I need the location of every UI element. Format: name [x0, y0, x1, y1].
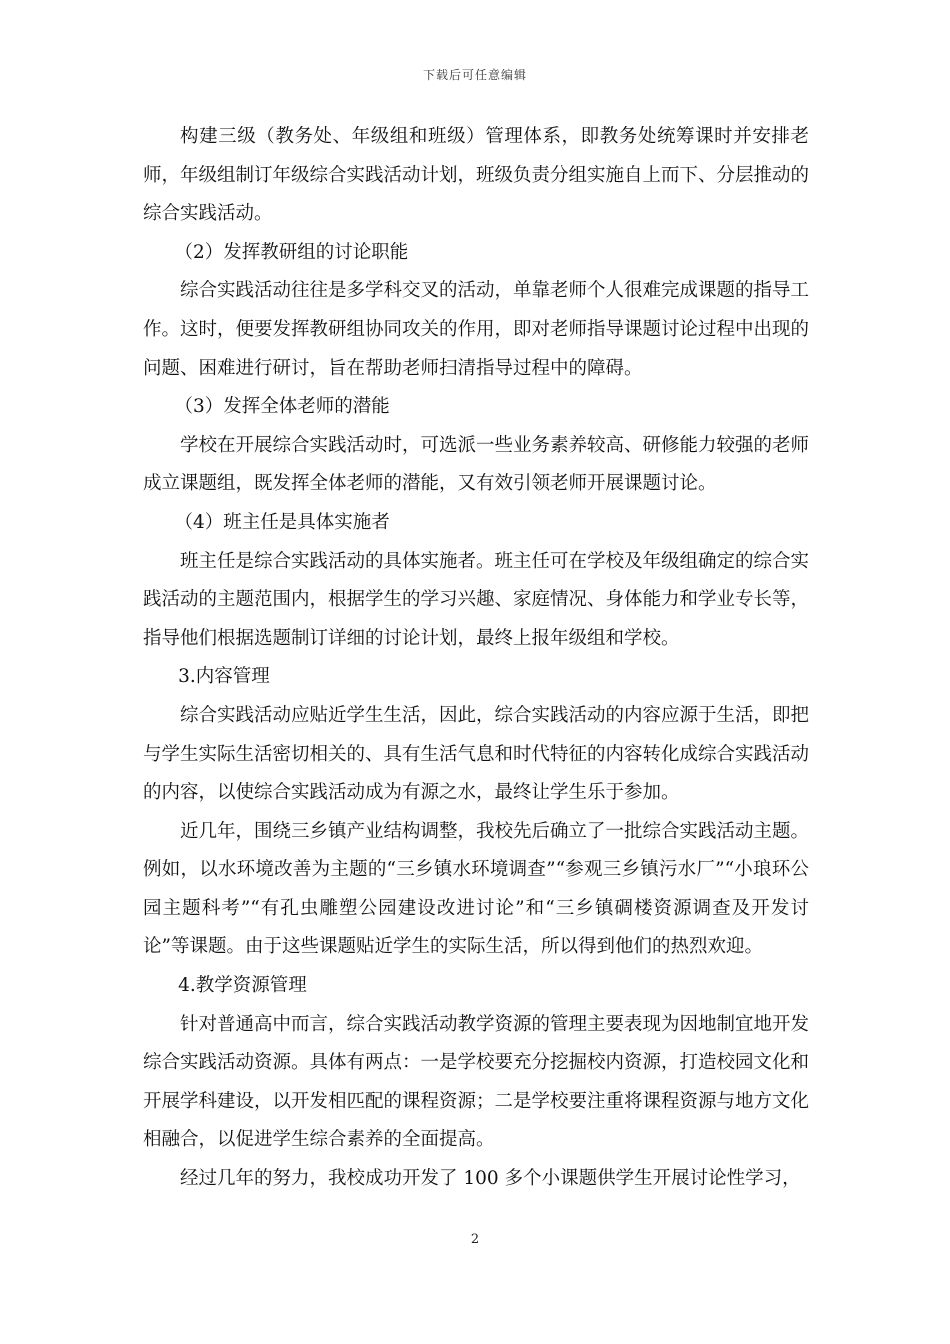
heading-content-management: 3.内容管理	[178, 666, 270, 688]
paragraph-topics-examples: 近几年，围绕三乡镇产业结构调整，我校先后确立了一批综合实践活动主题。例如，以水环境改善为主题的“三乡镇水环境调查”“参观三乡镇污水厂”“小琅环公园主题科考”“有孔虫雕塑公园建设改进讨论”和“三乡镇碉楼资源调查及开发讨论”等课题。由于这些课题贴近学生的实际生活，所以得到他们的热烈欢迎。	[143, 820, 810, 958]
page-header: 下载后可任意编辑	[422, 68, 527, 82]
paragraph-resource-management: 针对普通高中而言，综合实践活动教学资源的管理主要表现为因地制宜地开发综合实践活动资源。具体有两点：一是学校要充分挖掘校内资源，打造校园文化和开展学科建设，以开发相匹配的课程资源；二是学校要注重将课程资源与地方文化相融合，以促进学生综合素养的全面提高。	[143, 1013, 810, 1151]
heading-head-teacher: （4）班主任是具体实施者	[174, 511, 390, 533]
paragraph-results: 经过几年的努力，我校成功开发了 100 多个小课题供学生开展讨论性学习，	[180, 1168, 801, 1190]
paragraph-all-teachers: 学校在开展综合实践活动时，可选派一些业务素养较高、研修能力较强的老师成立课题组，既发挥全体老师的潜能，又有效引领老师开展课题讨论。	[143, 434, 810, 495]
heading-all-teachers: （3）发挥全体老师的潜能	[174, 396, 390, 418]
page-number: 2	[470, 1232, 480, 1247]
paragraph-teaching-research-group: 综合实践活动往往是多学科交叉的活动，单靠老师个人很难完成课题的指导工作。这时，便要发挥教研组协同攻关的作用，即对老师指导课题讨论过程中出现的问题、困难进行研讨，旨在帮助老师扫清指导过程中的障碍。	[143, 280, 810, 379]
heading-resource-management: 4.教学资源管理	[178, 975, 307, 997]
body-content	[143, 118, 809, 1199]
paragraph-head-teacher: 班主任是综合实践活动的具体实施者。班主任可在学校及年级组确定的综合实践活动的主题范围内，根据学生的学习兴趣、家庭情况、身体能力和学业专长等，指导他们根据选题制订详细的讨论计划，最终上报年级组和学校。	[143, 550, 810, 649]
paragraph-content-management: 综合实践活动应贴近学生生活，因此，综合实践活动的内容应源于生活，即把与学生实际生活密切相关的、具有生活气息和时代特征的内容转化成综合实践活动的内容，以使综合实践活动成为有源之水，最终让学生乐于参加。	[143, 704, 810, 804]
heading-teaching-research-group: （2）发挥教研组的讨论职能	[174, 241, 409, 263]
paragraph-management-system: 构建三级（教务处、年级组和班级）管理体系，即教务处统筹课时并安排老师，年级组制订年级综合实践活动计划，班级负责分组实施自上而下、分层推动的综合实践活动。	[143, 126, 810, 225]
